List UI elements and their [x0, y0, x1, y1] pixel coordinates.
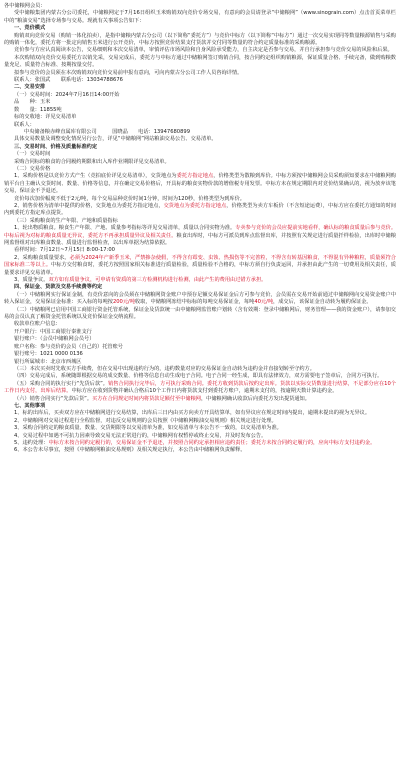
- paragraph: （三）本次买卖时先收买方手续费，但在交易中出现违约行为的，违约数量对应的交易保证金自动转为违约金并直接划转至守约方。: [14, 365, 315, 372]
- trade-quantity: 数 量：11855吨: [14, 106, 62, 113]
- paragraph: [4, 225, 396, 247]
- paragraph: （二）中储粮网已启用中国工商银行资金托管系统，保证金及货款统一由中储粮网监管账户划转（含有效期：登录中储粮网后，财务管理——我的资金账户），请参加交易的会员认真了解资金托管系统以及竞价保证金交纳流程。: [4, 306, 396, 321]
- highlight-text: 双方如有质量争议，可申请有资质的第三方检测机构进行检测，由此产生的费用由过错方承担。: [48, 277, 267, 284]
- bank-city: 银行所属城市：北京市西城区: [14, 358, 82, 365]
- paragraph: 竞价每次加价幅度不低于2元/吨，每个交易品种竞价时间1分钟，时间为120秒，价格类型为到库价。: [14, 195, 245, 202]
- contact-row: 中央储备粮赤峰直属库有限公司 国晓晶 电话：13947680899: [24, 128, 190, 135]
- highlight-text: 专卖参与竞价的会员应提前实地看样，确认标的粮食质量后参与竞价。中标后视为对标的粮食质量无异议，委托方不再承担质量异议及相关责任。: [4, 225, 397, 239]
- section-heading: 一、竞价模式: [14, 25, 46, 32]
- bank-name: 开户银行：中国工商银行秦淮支行: [14, 328, 92, 335]
- text-span: 收取，中储粮网冻结中标标的每吨交易保证金，每吨: [134, 299, 255, 306]
- subheading: （二）交易价格: [14, 165, 51, 172]
- paragraph: [4, 381, 396, 396]
- section-heading: 七、其他事项: [14, 402, 46, 409]
- intro-paragraph: 受中储粮集团内蒙古分公司委托，中储粮网定于7月16日组织玉米购销双向竞价专场交易，有意向的会员请登录“中储粮网”（www.sinograin.com）点击首页菜单栏中的“粮油交易”选择专场参与交易。现就有关事项公告如下：: [4, 10, 396, 24]
- text-span: ，价格类型为散粮到库价。中标方须按中储粮网会员采购须知要求在中储粮网购销平台自主确认交货时间、数量、价格等信息，并在确定交易价格后，开具标的粮食实物价款的增值税专用发票。中标方未在规定期限内对竞价结果确认的，视为放弃该笔交易，保证金不予退还。: [4, 173, 396, 195]
- text-span: ，价格类型为卖方车板价（不含短途运费），中标方应在委托方通知的时间内到委托方指定库点提货。: [4, 202, 396, 217]
- highlight-text: 交货地点为委托方指定地点: [163, 202, 227, 209]
- inspection-time: 看样时间：7月12日~7月15日 8:00-17:00: [14, 247, 115, 254]
- highlight-text: 必须为2024年产新季玉米，严禁掺杂使假，不得含有霉变、虫蚀、热损伤等不完善粒，不得含有转基因粮食，不得混有异种粮粒，质量须符合国家标准二等以上。: [4, 254, 396, 269]
- text-span: （一）中储粮网实行保证金制，有竞价意向的会员须在中储粮网资金账户中预存足额交易保证金后方可参与竞价，会员需在交易开始前通过中储粮网向交易资金账户中转入保证金，交易保证金标准：买入标的每吨按: [4, 291, 396, 306]
- trade-time: （一）交易时间：2024年7月16日14:00开始: [14, 91, 120, 98]
- paragraph: 购销双向竞价交易（购销一体化拍卖），是指中储粮内蒙古分公司（以下简称“委托方”）与竞价中标方（以下简称“中标方”）通过一次交易实现同等数量粮源销售与采购的购销一体化，委托方将一批定向销售玉米进行公开竞价，中标方按照竞价结果支付货款并交付同等数量的符合约定质量标准的采购粮源。: [4, 32, 396, 47]
- paragraph: [4, 255, 396, 277]
- paragraph: 3、采购合同约定的粮食质量、数量、交货期限等以交易清单为准，如交易清单与本公告不一致的，以交易清单为准。: [14, 425, 282, 432]
- paragraph: 1、标的出库后，买卖双方应在中储粮网进行交易结算，出库后三日内由买方向卖方开具结算单，如有异议应在规定时间内提出，逾期未提出的视为无异议。: [14, 410, 371, 417]
- paragraph: 2、中储粮网对交易过程进行全程监督，对违反交易规则的会员按照《中储粮网粮油交易规则》相关规定进行处理。: [14, 417, 277, 424]
- paragraph: [4, 173, 396, 195]
- text-span: （六）销售合同实行“先款后货”。: [14, 395, 93, 402]
- text-span: 3、质量争议。: [14, 277, 49, 284]
- text-span: 1、轮出物质粮食。粮食生产年限、产地、质量参考指标等详见交易清单，质量以合同实物为准。: [14, 225, 236, 232]
- highlight-text: 200元/吨: [112, 299, 135, 306]
- highlight-text: 40元/吨: [254, 299, 274, 306]
- paragraph: [4, 396, 396, 403]
- paragraph: [4, 292, 396, 307]
- paragraph: 4、交易过程中如遇不可抗力因素导致交易无法正常进行的，中储粮网有权暂停或终止交易，并及时发布公告。: [14, 432, 267, 439]
- subheading: （一）交易时间: [14, 151, 51, 158]
- paragraph: 拟参与竞价的会员须在本次购销双向竞价交易前申报有意向，可向内蒙古分公司工作人员咨询详情。: [14, 69, 243, 76]
- text-span: 粮食出库时，中标方可派员到库点监督出库，并按照有关规定进行质量扦样检验，出库时中储粮网监督组对出库粮食数量、质量进行监督检查，以出库单据为结算依据。: [4, 232, 396, 246]
- paragraph: 具体交易数量及调整变化情况另行公告，详见“中储粮网”网站粮油交易公告、交易清单。: [14, 136, 217, 143]
- text-span: ，中储粮网确认收款后向委托方发出提货通知。: [200, 395, 310, 402]
- text-span: 中标方交付粮食时，委托方按照国家相关标准进行质量检验，质量检验不合格的，中标方须自行负责运回，并承担由此产生的一切费用及相关责任，质量要求详见交易清单。: [4, 262, 396, 276]
- paragraph: 竞价参与方应认真阅读本公告，交易细则和本次交易清单，审慎评估市场风险和自身风险承受能力，自主决定是否参与交易，并自行承担参与竞价交易的风险和后果。: [14, 47, 393, 54]
- trade-variety: 品 种：玉米: [14, 99, 51, 106]
- text-span: 2、销售价格为清单中提供的价格，交货地点为委托方指定地点，: [14, 202, 164, 209]
- contact-title: 联系人：: [14, 121, 35, 128]
- text-span: ，成交后，该保证金自动转为履约保证金。: [273, 299, 372, 306]
- text-span: 2、采购粮食质量要求。: [14, 254, 70, 261]
- greeting: 各中储粮网会员：: [4, 3, 46, 9]
- highlight-text: 买方在合同规定时间内将货款足额付至中储粮网: [92, 395, 201, 402]
- paragraph: 采购合同标的粮食的合同履约期限和出入库作业期限详见交易清单。: [14, 158, 170, 165]
- bank-account-number: 银行账号：1021 0000 0136: [14, 351, 83, 358]
- section-heading: 二、交易安排: [14, 84, 46, 91]
- text-span: 1、采购价格是以竞价方式产生（竞拍底价详见交易清单），交货地点为: [14, 173, 177, 180]
- paragraph: （四）交易完成后，系统随即根据交易的成交数量、价格等信息自动生成电子合同。电子合同一经生成，即具有法律效力，双方需要电子签章后，合同方可执行。: [14, 373, 383, 380]
- text-span: 5、违约处理：: [14, 439, 49, 446]
- trade-location: 标的交收地：详见交易清单: [14, 114, 77, 121]
- highlight-text: 销售合同执行完毕后，方可执行采购合同。委托方收到货款后按约定出库。货款以实际交货数量进行结算，不足部分应在10个工作日内支付，出库后结算。: [4, 380, 396, 395]
- text-span: 中标方应在收到货物并确认合格后10个工作日内将货款支付到委托方账户，逾期未支付的，按逾期天数计算违约金。: [71, 388, 338, 395]
- contact-line: 联系人：张国武 联系电话：13034788676: [14, 77, 123, 84]
- subheading: （三）采购粮食的生产年限、产地和质量指标: [14, 217, 118, 224]
- bank-holder: 账户名称：参与竞价的会员（自己的）托管账号: [14, 343, 123, 350]
- highlight-text: 委托方指定地点: [176, 173, 214, 180]
- section-heading: 三、交易时间、价格及质量标准约定: [14, 143, 98, 150]
- text-span: （五）采购合同的执行实行“先货后款”。: [14, 380, 109, 387]
- bank-info-title: 收款单位账户信息：: [14, 321, 61, 328]
- paragraph: [4, 203, 396, 218]
- section-heading: 四、保证金、货款及交易手续费等约定: [14, 284, 103, 291]
- highlight-text: 中标方未按合同约定履行的，交易保证金不予退还，并按照合同约定承担相应违约责任；委托方未按合同约定履行的，应向中标方支付违约金。: [48, 439, 376, 446]
- bank-account-name: 银行账户：（会员中储粮网会员号）: [14, 336, 95, 343]
- paragraph: 6、本公告未尽事宜，按照《中储粮网粮油交易规则》及相关规定执行，本公告由中储粮网负责解释。: [14, 447, 246, 454]
- paragraph: 本次购销双向竞价交易委托方以销先采，交易完成后，委托方与中标方通过中储粮网签订购销合同，按合同约定组织购销粮源，保证质量合格、手续完备，做到购粮数量充足、质量符合标准、按期按量交付。: [4, 54, 396, 69]
